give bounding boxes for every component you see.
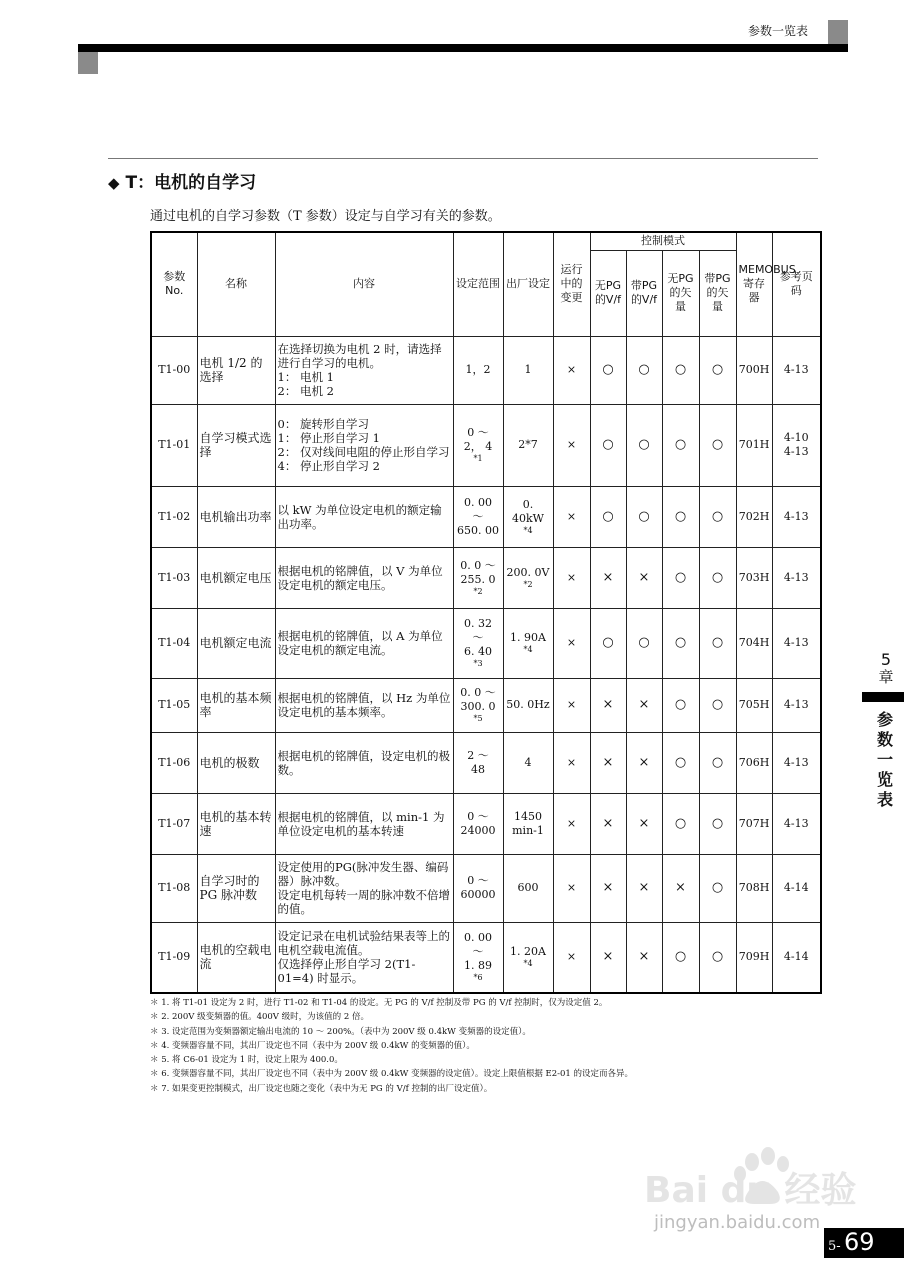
footnote: ＊ 1. 将 T1-01 设定为 2 时，进行 T1-02 和 T1-04 的设定。无 PG 的 V/f 控制及带 PG 的 V/f 控制时，仅为设定值 2。 [150,998,608,1008]
header-bar [78,44,848,52]
chapter-title: 参数一览表 [876,710,893,809]
control-mode-mark: × [590,547,626,608]
footnote: ＊ 2. 200V 级变频器的值。400V 级时，为该值的 2 倍。 [150,1012,369,1023]
control-mode-mark: ○ [662,547,699,608]
content-line: 仅选择停止形自学习 2(T1-01=4) 时显示。 [277,957,416,986]
range-line: 60000 [460,888,496,901]
ref-line: 4-13 [783,816,809,830]
param-factory [503,608,553,678]
runtime-change-mark: × [553,547,590,608]
diamond-icon: ◆ [108,174,120,192]
control-mode-mark: ○ [662,608,699,678]
control-mode-mark: ○ [699,793,736,854]
param-name: 电机 1/2 的选择 [197,336,275,404]
factory-line: 4 [524,755,532,769]
param-no: T1-00 [151,336,197,404]
watermark-url: jingyan.baidu.com [654,1212,821,1233]
parameter-table [150,231,822,994]
range-line: 6. 40 [464,645,492,658]
param-factory [503,922,553,993]
param-range [453,608,503,678]
content-line: 根据电机的铭牌值，以 Hz 为单位设定电机的基本频率。 [277,691,451,719]
header-memobus: MEMOBUS寄存器 [736,232,772,336]
range-line: ～ [472,945,484,959]
memobus-register: 704H [736,608,772,678]
header-factory: 出厂设定 [503,232,553,336]
param-content [275,922,453,993]
param-factory [503,336,553,404]
control-mode-mark: ○ [626,336,662,404]
range-line: 0 ～ [467,874,489,887]
range-line: 0. 0 ～ [460,686,496,699]
section-title [108,168,256,193]
control-mode-mark: × [626,793,662,854]
ref-page [772,404,821,486]
range-footnote-ref: *3 [473,659,483,668]
content-line: 根据电机的铭牌值，设定电机的极数。 [277,748,450,777]
runtime-change-mark: × [553,793,590,854]
page-number-box [824,1228,904,1258]
param-content [275,732,453,793]
range-line: 650. 00 [457,523,499,537]
ref-line: 4-14 [783,881,809,894]
memobus-register: 702H [736,486,772,547]
table-row [151,486,821,547]
factory-line: min-1 [512,823,544,837]
footnote: ＊ 6. 变频器容量不同，其出厂设定也不同（表中为 200V 级 0.4kW 变频器的设定值）。设定上限值根据 E2-01 的设定而各异。 [150,1069,634,1080]
header-control-mode: 控制模式 [590,232,736,250]
param-factory [503,486,553,547]
param-content [275,678,453,732]
control-mode-mark: ○ [626,486,662,547]
control-mode-mark: ○ [699,486,736,547]
param-no: T1-01 [151,404,197,486]
memobus-register: 701H [736,404,772,486]
range-line: 1，2 [465,363,491,376]
runtime-change-mark: × [553,854,590,922]
content-line: 2： 电机 2 [277,384,334,398]
table-row [151,678,821,732]
factory-line: 1. 90A [510,631,546,644]
range-line: ～ [472,631,484,644]
ref-page [772,336,821,404]
param-no: T1-04 [151,608,197,678]
ref-page [772,486,821,547]
factory-footnote-ref: *4 [523,525,533,535]
header-name: 名称 [197,232,275,336]
factory-line: 50. 0Hz [506,698,550,711]
table-row [151,608,821,678]
header-runtime-change: 运行中的变更 [553,232,590,336]
control-mode-mark: ○ [699,336,736,404]
chapter-tab-bar [862,692,904,702]
param-content [275,793,453,854]
range-line: 0. 0 ～ [460,558,496,572]
content-line: 根据电机的铭牌值，以 A 为单位设定电机的额定电流。 [277,629,443,657]
header-mode-vf-nopg: 无PG的V/f [590,250,626,336]
range-footnote-ref: *1 [473,454,483,463]
header-content: 内容 [275,232,453,336]
range-line: 255. 0 [460,572,496,586]
runtime-change-mark: × [553,732,590,793]
ref-page [772,678,821,732]
ref-page [772,732,821,793]
control-mode-mark: ○ [662,404,699,486]
memobus-register: 709H [736,922,772,993]
param-factory [503,793,553,854]
control-mode-mark: × [626,547,662,608]
param-factory [503,678,553,732]
param-no: T1-03 [151,547,197,608]
footnote: ＊ 5. 将 C6-01 设定为 1 时，设定上限为 400.0。 [150,1055,343,1066]
param-range [453,793,503,854]
control-mode-mark: × [626,922,662,993]
header-range: 设定范围 [453,232,503,336]
content-line: 0： 旋转形自学习 [277,417,369,431]
factory-line: 1450 [514,809,542,823]
header-marker-left [78,52,98,74]
range-line: 1. 89 [464,959,492,973]
param-range [453,486,503,547]
param-content [275,608,453,678]
runtime-change-mark: × [553,608,590,678]
control-mode-mark: × [662,854,699,922]
content-line: 以 kW 为单位设定电机的额定输出功率。 [277,502,442,531]
control-mode-mark: × [626,678,662,732]
param-name: 自学习时的 PG 脉冲数 [197,854,275,922]
control-mode-mark: ○ [662,486,699,547]
range-line: 2 ～ [467,748,489,762]
ref-line: 4-10 [783,431,809,444]
param-name: 电机的基本转速 [197,793,275,854]
param-factory [503,404,553,486]
control-mode-mark: ○ [699,608,736,678]
control-mode-mark: ○ [699,854,736,922]
range-line: 0. 00 [464,495,492,509]
table-row [151,854,821,922]
table-row [151,732,821,793]
runtime-change-mark: × [553,404,590,486]
factory-line: 600 [517,881,539,894]
content-line: 设定使用的PG(脉冲发生器、编码器）脉冲数。 [277,860,449,888]
param-no: T1-09 [151,922,197,993]
content-line: 设定电机每转一周的脉冲数不倍增的值。 [277,888,450,916]
param-range [453,678,503,732]
header-mode-vf-pg: 带PG的V/f [626,250,662,336]
range-line: 0. 32 [464,617,492,630]
range-line: 300. 0 [460,700,496,713]
control-mode-mark: × [626,854,662,922]
section-divider [108,158,818,159]
param-no: T1-07 [151,793,197,854]
control-mode-mark: ○ [590,404,626,486]
header-mode-vector-pg: 带PG的矢量 [699,250,736,336]
param-content [275,486,453,547]
svg-text:Bai du 经验: Bai du 经验 [644,1170,857,1211]
page-number: 69 [844,1228,875,1256]
param-range [453,404,503,486]
param-name: 电机额定电流 [197,608,275,678]
table-row [151,547,821,608]
control-mode-mark: × [590,732,626,793]
content-line: 在选择切换为电机 2 时，请选择进行自学习的电机。 [277,342,442,370]
control-mode-mark: ○ [590,486,626,547]
footnotes [150,996,633,1096]
param-range [453,922,503,993]
control-mode-mark: ○ [662,793,699,854]
control-mode-mark: ○ [626,404,662,486]
param-name: 自学习模式选择 [197,404,275,486]
intro-text: 通过电机的自学习参数（T 参数）设定与自学习有关的参数。 [150,209,501,224]
table-row [151,336,821,404]
control-mode-mark: ○ [699,922,736,993]
memobus-register: 705H [736,678,772,732]
control-mode-mark: × [590,854,626,922]
memobus-register: 706H [736,732,772,793]
ref-line: 4-13 [783,755,809,769]
param-no: T1-05 [151,678,197,732]
factory-line: 1. 20A [510,945,546,959]
control-mode-mark: × [626,732,662,793]
content-line: 1： 电机 1 [277,370,334,384]
header-param-no: 参数 No. [151,232,197,336]
range-line: 0 ～ [467,809,489,823]
ref-line: 4-13 [783,363,809,376]
ref-page [772,547,821,608]
ref-line: 4-13 [783,698,809,711]
runtime-change-mark: × [553,486,590,547]
runtime-change-mark: × [553,922,590,993]
control-mode-mark: × [590,922,626,993]
ref-page [772,608,821,678]
range-line: ～ [472,509,484,523]
content-line: 设定记录在电机试验结果表等上的电机空载电流值。 [277,929,450,958]
param-name: 电机的空载电流 [197,922,275,993]
param-range [453,732,503,793]
factory-line: 1 [524,363,532,376]
content-line: 4： 停止形自学习 2 [277,459,380,473]
footnote: ＊ 3. 设定范围为变频器额定输出电流的 10 ～ 200%。（表中为 200V 级 0.4kW 变频器的设定值）。 [150,1026,531,1037]
table-row [151,793,821,854]
runtime-change-mark: × [553,678,590,732]
header-ref-page: 参考页码 [772,232,821,336]
param-range [453,547,503,608]
ref-line: 4-13 [783,570,809,584]
ref-page [772,922,821,993]
param-name: 电机额定电压 [197,547,275,608]
header-mode-vector-nopg: 无PG的矢量 [662,250,699,336]
ref-line: 4-13 [783,636,809,649]
control-mode-mark: ○ [699,547,736,608]
control-mode-mark: ○ [662,678,699,732]
header-marker [828,20,848,46]
chapter-number: 5 [880,650,892,669]
content-line: 根据电机的铭牌值，以 min-1 为单位设定电机的基本转速 [277,809,445,838]
control-mode-mark: × [590,678,626,732]
param-range [453,336,503,404]
ref-page [772,793,821,854]
param-factory [503,547,553,608]
control-mode-mark: × [590,793,626,854]
ref-line: 4-13 [783,445,809,458]
control-mode-mark: ○ [699,404,736,486]
range-footnote-ref: *2 [473,586,483,596]
range-footnote-ref: *6 [473,973,483,983]
control-mode-mark: ○ [590,336,626,404]
param-name: 电机的基本频率 [197,678,275,732]
range-footnote-ref: *5 [473,714,483,723]
footnote: ＊ 7. 如果变更控制模式，出厂设定也随之变化（表中为无 PG 的 V/f 控制的出厂设定值）。 [150,1083,493,1094]
param-content [275,547,453,608]
range-line: 24000 [460,823,496,837]
memobus-register: 703H [736,547,772,608]
param-name: 电机输出功率 [197,486,275,547]
ref-line: 4-13 [783,509,809,523]
factory-line: 0. 40kW [512,497,544,525]
section-title-text: T：电机的自学习 [125,173,257,193]
runtime-change-mark: × [553,336,590,404]
content-line: 2： 仅对线间电阻的停止形自学习 [277,445,450,459]
control-mode-mark: ○ [662,336,699,404]
param-name: 电机的极数 [197,732,275,793]
control-mode-mark: ○ [662,732,699,793]
memobus-register: 707H [736,793,772,854]
ref-page [772,854,821,922]
factory-footnote-ref: *2 [523,579,533,589]
control-mode-mark: ○ [626,608,662,678]
param-no: T1-08 [151,854,197,922]
param-content [275,404,453,486]
content-line: 1： 停止形自学习 1 [277,431,380,445]
range-line: 48 [471,762,485,776]
param-content [275,854,453,922]
control-mode-mark: ○ [590,608,626,678]
param-factory [503,732,553,793]
factory-line: 2*7 [518,438,538,451]
page-prefix: 5- [828,1239,841,1254]
param-content [275,336,453,404]
table-row [151,404,821,486]
control-mode-mark: ○ [699,732,736,793]
table-row [151,922,821,993]
control-mode-mark: ○ [662,922,699,993]
param-no: T1-06 [151,732,197,793]
control-mode-mark: ○ [699,678,736,732]
range-line: 0. 00 [464,931,492,945]
running-header: 参数一览表 [748,24,809,38]
range-line: 0 ～ [467,426,489,439]
factory-footnote-ref: *4 [523,959,533,969]
param-no: T1-02 [151,486,197,547]
range-line: 2， 4 [463,440,493,453]
param-factory [503,854,553,922]
memobus-register: 700H [736,336,772,404]
factory-line: 200. 0V [506,565,550,579]
content-line: 根据电机的铭牌值，以 V 为单位设定电机的额定电压。 [277,563,443,592]
factory-footnote-ref: *4 [523,645,533,654]
memobus-register: 708H [736,854,772,922]
footnote: ＊ 4. 变频器容量不同，其出厂设定也不同（表中为 200V 级 0.4kW 的变频器的值）。 [150,1040,475,1051]
param-range [453,854,503,922]
chapter-label: 章 [878,668,894,686]
ref-line: 4-14 [783,950,809,964]
